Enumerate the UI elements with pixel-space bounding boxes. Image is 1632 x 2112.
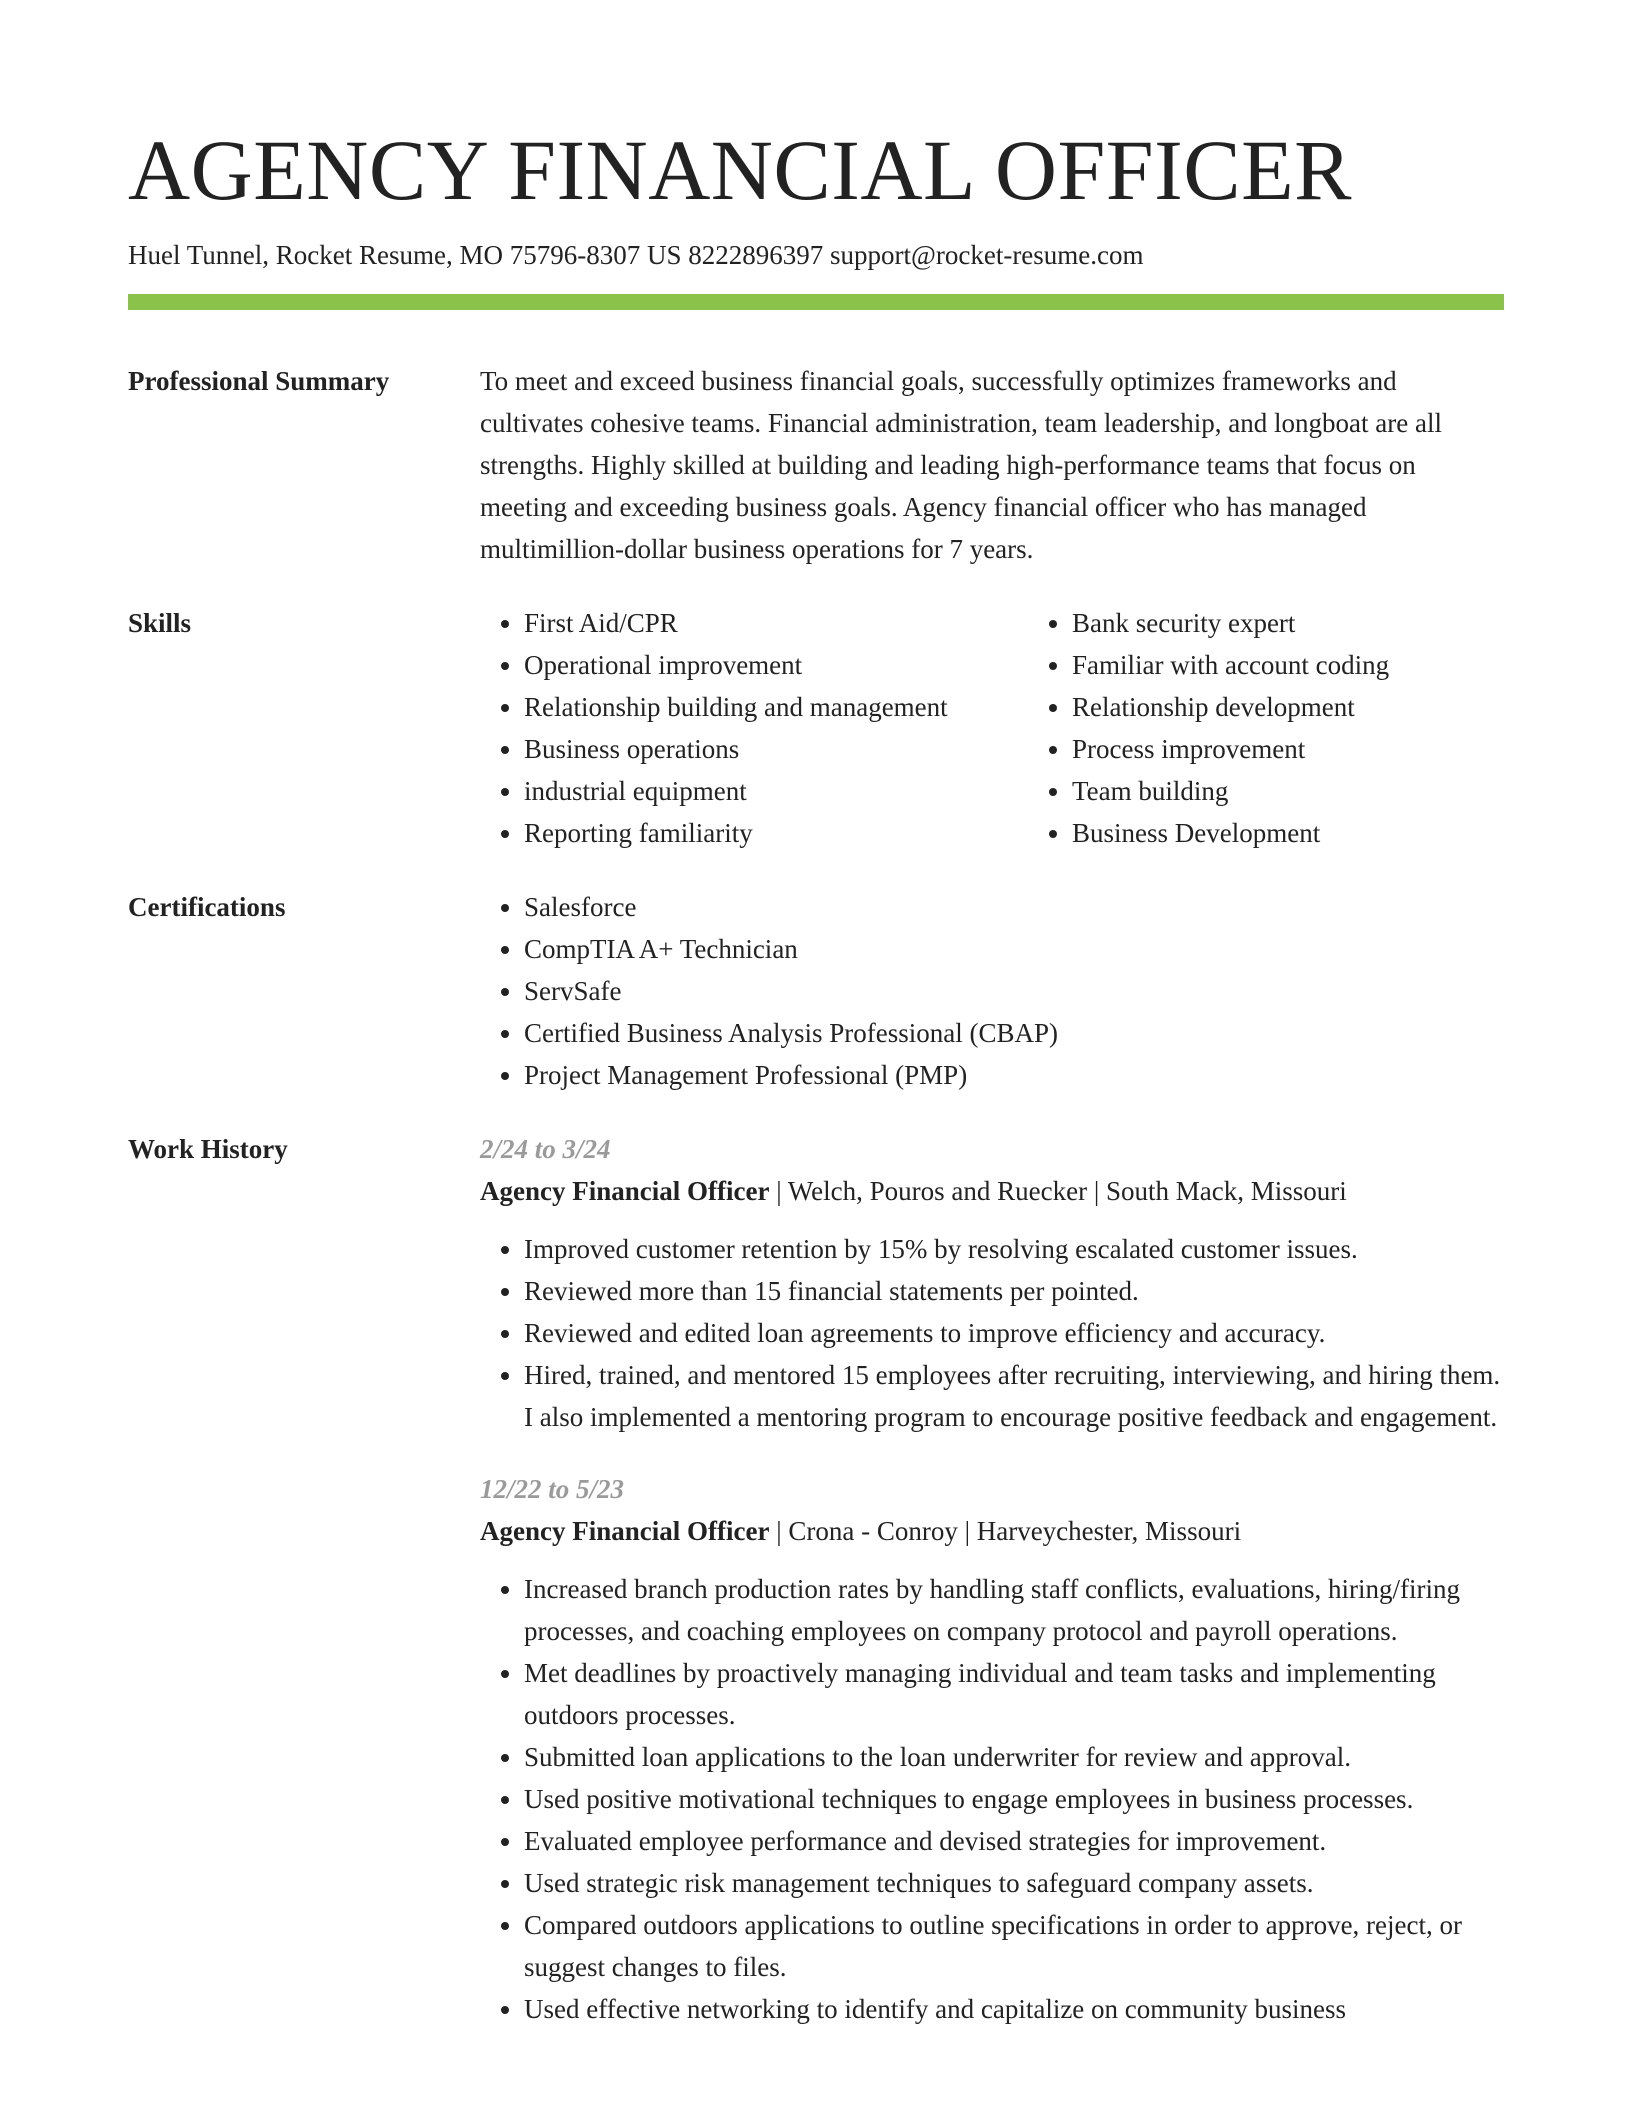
certification-item: • Salesforce xyxy=(524,886,1504,928)
accent-divider xyxy=(128,294,1504,310)
skills-column-2 xyxy=(1028,602,1504,854)
section-certifications xyxy=(128,886,1504,1096)
section-body-certifications xyxy=(480,886,1504,1096)
job-bullet: • Reviewed more than 15 financial statements per pointed. xyxy=(524,1270,1504,1312)
section-label-skills: Skills xyxy=(128,608,192,638)
job-title-line xyxy=(480,1510,1504,1552)
skills-column-1 xyxy=(480,602,1028,854)
job-bullet: • Increased branch production rates by handling staff conflicts, evaluations, hiring/firing processes, and coaching employees on company protocol and payroll operations. xyxy=(524,1568,1504,1652)
certification-item: • Project Management Professional (PMP) xyxy=(524,1054,1504,1096)
job-entry xyxy=(480,1128,1504,1438)
summary-text: To meet and exceed business financial goals, successfully optimizes frameworks and cultivates cohesive teams. Financial administration, team leadership, and longboat are all strengths. Highly skilled at building and leading high-performance teams that focus on meeting and exceeding business goals. Agency financial officer who has managed multimillion-dollar business operations for 7 years. xyxy=(480,366,1442,564)
job-bullet: • Used positive motivational techniques to engage employees in business processes. xyxy=(524,1778,1504,1820)
job-title-line xyxy=(480,1170,1504,1212)
certification-list xyxy=(480,886,1504,1096)
job-bullet: • Used effective networking to identify and capitalize on community business xyxy=(524,1988,1504,2030)
job-bullet: • Reviewed and edited loan agreements to improve efficiency and accuracy. xyxy=(524,1312,1504,1354)
section-label-work-history: Work History xyxy=(128,1134,288,1164)
job-bullet: • Evaluated employee performance and devised strategies for improvement. xyxy=(524,1820,1504,1862)
job-bullet: • Submitted loan applications to the loan underwriter for review and approval. xyxy=(524,1736,1504,1778)
section-body-skills xyxy=(480,602,1504,854)
section-body-summary xyxy=(480,360,1504,570)
job-bullets xyxy=(480,1228,1504,1438)
job-bullets xyxy=(480,1568,1504,2030)
section-skills xyxy=(128,602,1504,854)
job-bullet: • Improved customer retention by 15% by resolving escalated customer issues. xyxy=(524,1228,1504,1270)
skill-item: • Operational improvement xyxy=(524,644,1028,686)
skill-item: • Process improvement xyxy=(1072,728,1504,770)
job-title: Agency Financial Officer xyxy=(480,1176,770,1206)
job-dates: 12/22 to 5/23 xyxy=(480,1474,625,1504)
skill-item: • Team building xyxy=(1072,770,1504,812)
skill-item: • Business Development xyxy=(1072,812,1504,854)
job-employer-location: | Welch, Pouros and Ruecker | South Mack, Missouri xyxy=(769,1176,1347,1206)
resume-title: AGENCY FINANCIAL OFFICER xyxy=(128,122,1353,218)
section-professional-summary xyxy=(128,360,1504,570)
certification-item: • Certified Business Analysis Professional (CBAP) xyxy=(524,1012,1504,1054)
skill-item: • Reporting familiarity xyxy=(524,812,1028,854)
section-work-history xyxy=(128,1128,1504,2060)
skill-item: • Relationship building and management xyxy=(524,686,1028,728)
job-bullet: • Met deadlines by proactively managing individual and team tasks and implementing outdoors processes. xyxy=(524,1652,1504,1736)
certification-item: • ServSafe xyxy=(524,970,1504,1012)
job-dates: 2/24 to 3/24 xyxy=(480,1134,611,1164)
job-bullet: • Compared outdoors applications to outline specifications in order to approve, reject, or suggest changes to files. xyxy=(524,1904,1504,1988)
skill-item: • Familiar with account coding xyxy=(1072,644,1504,686)
skill-item: • Relationship development xyxy=(1072,686,1504,728)
job-bullet: • Used strategic risk management techniques to safeguard company assets. xyxy=(524,1862,1504,1904)
section-body-work-history xyxy=(480,1128,1504,2060)
resume-page xyxy=(128,0,1504,2060)
skill-item: • Bank security expert xyxy=(1072,602,1504,644)
certification-item: • CompTIA A+ Technician xyxy=(524,928,1504,970)
job-employer-location: | Crona - Conroy | Harveychester, Missouri xyxy=(769,1516,1242,1546)
job-entry xyxy=(480,1468,1504,2030)
section-label-summary: Professional Summary xyxy=(128,366,390,396)
job-bullet: • Hired, trained, and mentored 15 employees after recruiting, interviewing, and hiring them. I also implemented a mentoring program to encourage positive feedback and engagement. xyxy=(524,1354,1504,1438)
job-title: Agency Financial Officer xyxy=(480,1516,770,1546)
contact-line: Huel Tunnel, Rocket Resume, MO 75796-8307 US 8222896397 support@rocket-resume.com xyxy=(128,240,1144,270)
skill-item: • Business operations xyxy=(524,728,1028,770)
skills-grid xyxy=(480,602,1504,854)
skill-item: • First Aid/CPR xyxy=(524,602,1028,644)
section-label-certifications: Certifications xyxy=(128,892,286,922)
skill-item: • industrial equipment xyxy=(524,770,1028,812)
